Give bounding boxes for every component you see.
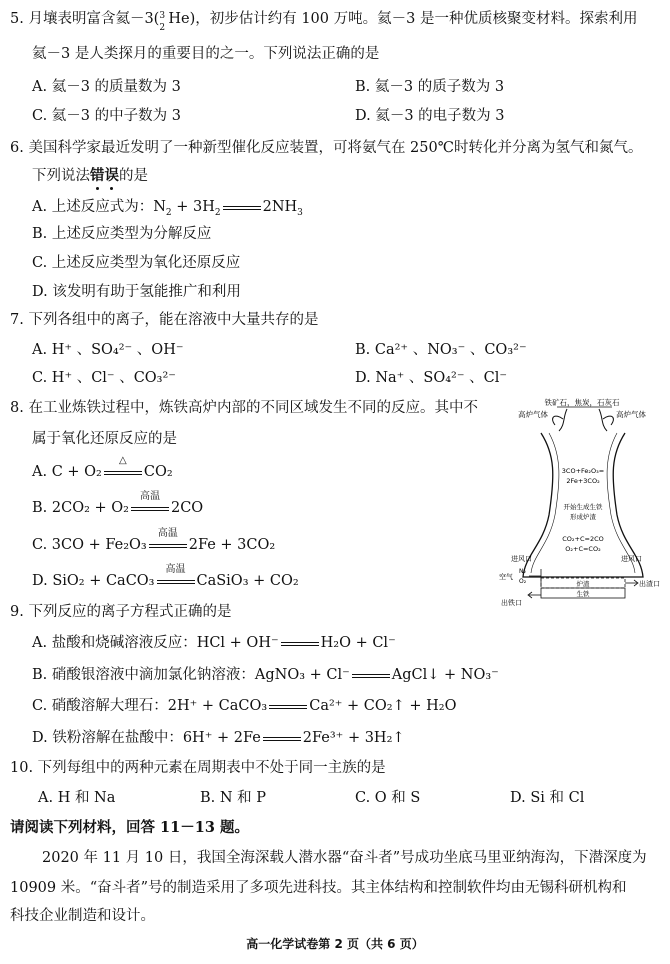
fig-mid1: 开始生成生铁 (563, 503, 603, 511)
q5-mass-number: 3 (159, 11, 166, 21)
q9-option-a: A. 盐酸和烧碱溶液反应：HCl + OH⁻ H₂O + Cl⁻ (32, 635, 396, 651)
q9-option-b: B. 硝酸银溶液中滴加氯化钠溶液：AgNO₃ + Cl⁻ AgCl↓ + NO₃⁻ (32, 667, 499, 683)
q7-stem: 7. 下列各组中的离子，能在溶液中大量共存的是 (10, 312, 319, 328)
emphasis-char: 误 (104, 167, 119, 184)
reaction-arrow: 高温 (157, 574, 195, 588)
q7-option-c: C. H⁺ 、Cl⁻ 、CO₃²⁻ (32, 370, 176, 386)
fig-air: 空气 (499, 573, 513, 581)
fig-iron-out: 出铁口 (501, 599, 522, 607)
q5-stem-line2: 氦－3 是人类探月的重要目的之一。下列说法正确的是 (32, 46, 380, 62)
q6-option-c: C. 上述反应类型为氧化还原反应 (32, 255, 241, 271)
q9-stem: 9. 下列反应的离子方程式正确的是 (10, 604, 232, 620)
q8-stem: 8. 在工业炼铁过程中，炼铁高炉内部的不同区域发生不同的反应。其中不 (10, 400, 478, 416)
q8-stem-line2: 属于氧化还原反应的是 (32, 431, 177, 447)
q8-option-a: A. C + O₂ △ CO₂ (32, 455, 173, 480)
fig-eq1: 3CO+Fe₂O₃= (561, 467, 605, 475)
q5-option-a: A. 氦－3 的质量数为 3 (32, 79, 181, 95)
q6-stem: 6. 美国科学家最近发明了一种新型催化反应装置，可将氨气在 250℃时转化并分离为氢气和氮气。 (10, 140, 643, 156)
q5-option-c: C. 氦－3 的中子数为 3 (32, 108, 181, 124)
fig-iron: 生铁 (576, 590, 590, 598)
equals-arrow (223, 200, 261, 214)
q8-option-b: B. 2CO₂ + O₂ 高温 2CO (32, 491, 204, 516)
q6-option-b: B. 上述反应类型为分解反应 (32, 226, 212, 242)
q5-stem: 5. 月壤表明富含氦－3( 3 2 He)，初步估计约有 100 万吨。氦－3 是一种优质核聚变材料。探索利用 (10, 9, 637, 29)
q7-option-d: D. Na⁺ 、SO₄²⁻ 、Cl⁻ (355, 370, 508, 386)
fig-inlet-right: 进风口 (621, 555, 642, 563)
equals-arrow (269, 699, 307, 713)
fig-eq4: O₂+C=CO₂ (565, 545, 601, 553)
fig-n2: N₂ (519, 568, 526, 575)
emphasis-char: 错 (90, 167, 105, 184)
reading-line-2: 10909 米。“奋斗者”号的制造采用了多项先进科技。其主体结构和控制软件均由无锡科研机构和 (10, 880, 627, 896)
fig-top-label: 铁矿石，焦炭，石灰石 (544, 398, 620, 407)
fig-mid2: 形成炉渣 (570, 513, 596, 521)
reaction-arrow: △ (104, 465, 142, 479)
q9-option-d: D. 铁粉溶解在盐酸中：6H⁺ + 2Fe 2Fe³⁺ + 3H₂↑ (32, 730, 405, 746)
page-footer: 高一化学试卷第 2 页（共 6 页） (246, 937, 424, 951)
reaction-arrow: 高温 (131, 501, 169, 515)
q5-atomic-number: 2 (159, 23, 166, 33)
q5-option-b: B. 氦－3 的质子数为 3 (355, 79, 505, 95)
q10-option-c: C. O 和 S (355, 790, 421, 806)
equals-arrow (263, 731, 301, 745)
q6-option-a: A. 上述反应式为：$N_2 + 3H_2$ $2NH_3$ (32, 199, 303, 218)
reaction-arrow: 高温 (149, 538, 187, 552)
fig-slag: 炉渣 (576, 580, 590, 588)
equals-arrow (352, 668, 390, 682)
reading-line-3: 科技企业制造和设计。 (10, 908, 155, 924)
fig-o2: O₂ (519, 578, 527, 585)
fig-eq2: 2Fe+3CO₂ (566, 477, 600, 485)
reading-heading: 请阅读下列材料，回答 11－13 题。 (10, 819, 249, 836)
equals-arrow (281, 636, 319, 650)
q10-option-b: B. N 和 P (200, 790, 267, 806)
fig-slag-out: 出渣口 (639, 580, 660, 588)
fig-gas-left: 高炉气体 (518, 410, 548, 419)
q6-stem-line2: 下列说法错误的是 (32, 167, 148, 184)
blast-furnace-diagram (497, 395, 667, 607)
q8-option-d: D. SiO₂ + CaCO₃ 高温 CaSiO₃ + CO₂ (32, 564, 299, 589)
q10-stem: 10. 下列每组中的两种元素在周期表中不处于同一主族的是 (10, 760, 386, 776)
q10-option-a: A. H 和 Na (38, 790, 116, 806)
q5-option-d: D. 氦－3 的电子数为 3 (355, 108, 505, 124)
fig-inlet-left: 进风口 (511, 555, 532, 563)
fig-eq3: CO₂+C=2CO (562, 535, 604, 543)
q7-option-b: B. Ca²⁺ 、NO₃⁻ 、CO₃²⁻ (355, 342, 527, 358)
q7-option-a: A. H⁺ 、SO₄²⁻ 、OH⁻ (32, 342, 184, 358)
q6-option-d: D. 该发明有助于氢能推广和利用 (32, 284, 241, 300)
q9-option-c: C. 硝酸溶解大理石：2H⁺ + CaCO₃ Ca²⁺ + CO₂↑ + H₂O (32, 698, 457, 714)
q10-option-d: D. Si 和 Cl (510, 790, 585, 806)
fig-gas-right: 高炉气体 (616, 410, 646, 419)
q8-option-c: C. 3CO + Fe₂O₃ 高温 2Fe + 3CO₂ (32, 528, 276, 553)
reading-line-1: 2020 年 11 月 10 日，我国全海深载人潜水器“奋斗者”号成功坐底马里亚纳海沟，下潜深度为 (42, 850, 647, 866)
